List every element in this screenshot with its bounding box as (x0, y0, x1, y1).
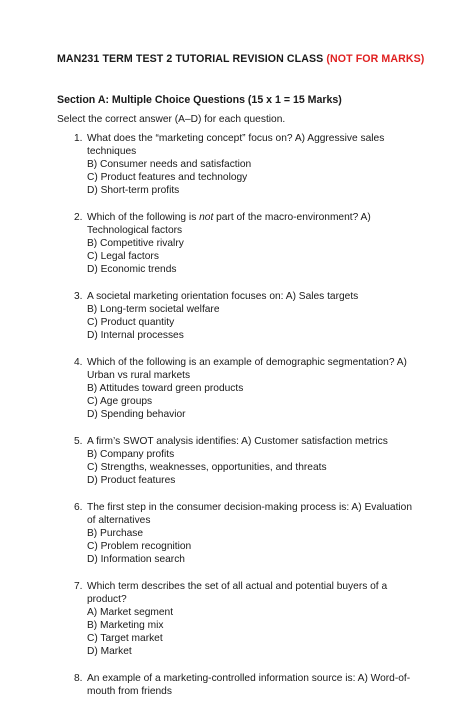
answer-option: D) Information search (87, 554, 185, 566)
question-number: 1. (74, 133, 83, 144)
question-item (57, 435, 417, 487)
answer-option: C) Strengths, weaknesses, opportunities, and threats (87, 461, 327, 473)
answer-option: B) Company profits (87, 448, 175, 460)
answer-option: A) Market segment (87, 606, 174, 618)
answer-option: D) Internal processes (87, 330, 184, 342)
answer-option: B) Competitive rivalry (87, 238, 184, 250)
question-item (57, 672, 417, 698)
question-stem (87, 211, 417, 237)
document-title (57, 53, 457, 65)
answer-option: D) Product features (87, 475, 176, 487)
question-stem: What does the “marketing concept” focus on? A) Aggressive sales techniques (87, 133, 385, 158)
question-number: 6. (74, 501, 83, 513)
question-stem-start: Which of the following is (87, 211, 200, 223)
answer-option: B) Long-term societal welfare (87, 304, 220, 316)
question-number: 7. (74, 580, 83, 592)
answer-option: C) Target market (87, 633, 163, 644)
answer-option: B) Attitudes toward green products (87, 383, 244, 394)
question-stem: The first step in the consumer decision-making process is: A) Evaluation of alternatives (87, 501, 413, 526)
question-stem-emphasis: not (199, 211, 214, 223)
answer-option: C) Age groups (87, 396, 153, 408)
question-item (57, 501, 417, 566)
question-item (57, 211, 417, 276)
instructions: Select the correct answer (A–D) for each question. (57, 114, 286, 125)
question-item (57, 132, 417, 197)
question-stem: An example of a marketing-controlled information source is: A) Word-of-mouth from friends (87, 672, 411, 697)
answer-option: B) Consumer needs and satisfaction (87, 159, 252, 171)
question-stem: A societal marketing orientation focuses on: A) Sales targets (87, 290, 359, 302)
answer-option: D) Economic trends (87, 264, 177, 276)
question-stem: Which term describes the set of all actual and potential buyers of a product? (87, 580, 388, 605)
answer-option: B) Purchase (87, 527, 144, 539)
question-item (57, 290, 417, 342)
question-number: 2. (74, 211, 83, 223)
question-number: 4. (74, 356, 83, 368)
question-stem-end: part of the macro-environment? A) Technological factors (87, 211, 371, 237)
answer-option: C) Product features and technology (87, 172, 248, 184)
answer-option: D) Short-term profits (87, 185, 180, 197)
question-number: 3. (74, 290, 83, 302)
answer-option: C) Product quantity (87, 317, 175, 329)
question-number: 8. (74, 672, 83, 684)
answer-option: C) Problem recognition (87, 540, 192, 552)
section-heading: Section A: Multiple Choice Questions (15 x 1 = 15 Marks) (57, 94, 342, 106)
question-stem: A firm’s SWOT analysis identifies: A) Customer satisfaction metrics (87, 435, 388, 447)
answer-option: D) Spending behavior (87, 409, 186, 421)
answer-option: D) Market (87, 646, 132, 658)
question-number: 5. (74, 435, 83, 447)
title-note: (NOT FOR MARKS) (326, 53, 425, 65)
answer-option: C) Legal factors (87, 251, 159, 263)
answer-option: B) Marketing mix (87, 619, 164, 631)
title-main: MAN231 TERM TEST 2 TUTORIAL REVISION CLASS (57, 53, 324, 65)
question-item (57, 580, 417, 659)
question-item (57, 356, 417, 421)
question-list (57, 132, 417, 711)
question-stem: Which of the following is an example of demographic segmentation? A) Urban vs rural markets (87, 356, 407, 381)
